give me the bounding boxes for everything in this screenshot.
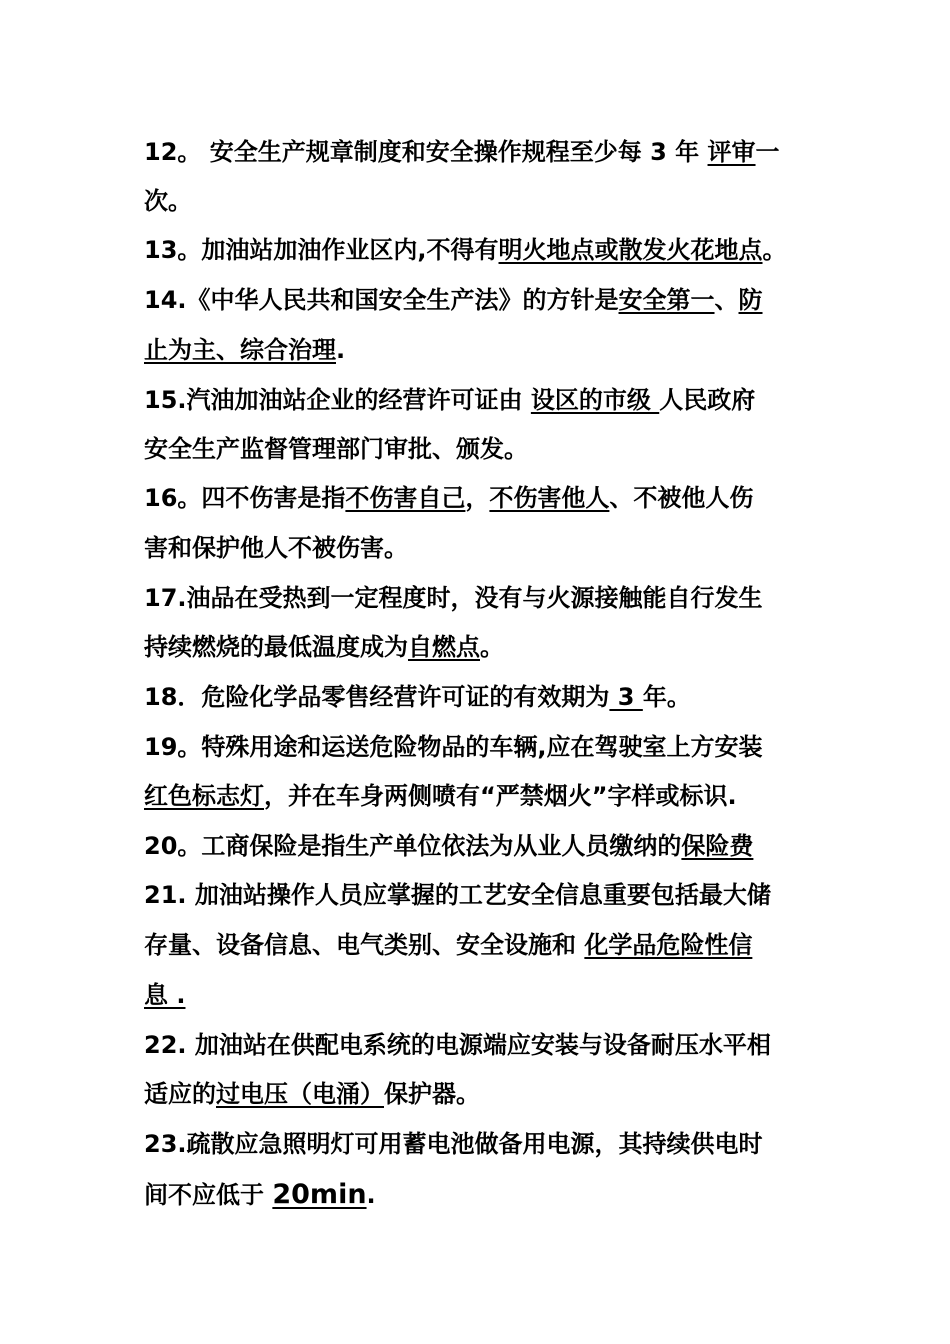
- question-text: 16。四不伤害是指: [144, 484, 346, 512]
- text-line: [144, 432, 528, 466]
- question-text: ，并在车身两侧喷有“严禁烟火”字样或标识.: [264, 782, 737, 810]
- question-text: 适应的: [144, 1080, 216, 1108]
- text-line: [144, 481, 753, 515]
- answer-text: 不伤害自己: [345, 484, 466, 512]
- text-line: [144, 531, 408, 565]
- text-line: [144, 184, 192, 218]
- text-line: [144, 233, 787, 267]
- question-text: 。: [762, 236, 787, 264]
- question-text: .: [336, 336, 346, 364]
- question-text: 14.《中华人民共和国安全生产法》的方针是: [144, 286, 619, 314]
- answer-text: 不伤害他人: [489, 484, 610, 512]
- text-line: [144, 1077, 480, 1111]
- question-text: 22. 加油站在供配电系统的电源端应安装与设备耐压水平相: [144, 1031, 771, 1059]
- answer-text: 红色标志灯: [144, 782, 264, 810]
- text-line: [144, 829, 753, 863]
- text-line: [144, 581, 763, 615]
- question-text: 人民政府: [659, 386, 756, 414]
- answer-text: 防: [738, 286, 763, 314]
- text-line: [144, 779, 737, 813]
- text-line: [144, 1127, 763, 1161]
- answer-text: 自燃点: [408, 633, 480, 661]
- question-text: .: [366, 1181, 376, 1209]
- question-text: 、: [714, 286, 739, 314]
- question-text: 12。 安全生产规章制度和安全操作规程至少每 3 年: [144, 138, 708, 166]
- question-text: 18．危险化学品零售经营许可证的有效期为: [144, 683, 610, 711]
- text-line: [144, 1028, 771, 1062]
- answer-text: 明火地点或散发火花地点: [498, 236, 763, 264]
- question-text: 年。: [642, 683, 691, 711]
- text-line: [144, 928, 752, 962]
- answer-text: 化学品危险性信: [584, 931, 753, 959]
- text-line: [144, 730, 763, 764]
- text-line: [144, 333, 345, 367]
- question-text: 23.疏散应急照明灯可用蓄电池做备用电源，其持续供电时: [144, 1130, 763, 1158]
- text-line: [144, 630, 504, 664]
- text-line: [144, 1178, 376, 1212]
- answer-text: 评审: [707, 138, 756, 166]
- text-line: [144, 680, 691, 714]
- answer-text: 止为主、综合治理: [144, 336, 336, 364]
- text-line: [144, 283, 763, 317]
- question-text: 害和保护他人不被伤害。: [144, 534, 408, 562]
- text-line: [144, 878, 771, 912]
- question-text: 20。工商保险是指生产单位依法为从业人员缴纳的: [144, 832, 682, 860]
- question-text: 、不被他人伤: [609, 484, 754, 512]
- question-text: 19。特殊用途和运送危险物品的车辆,应在驾驶室上方安装: [144, 733, 763, 761]
- question-text: 安全生产监督管理部门审批、颁发。: [144, 435, 528, 463]
- answer-text: 保险费: [681, 832, 754, 860]
- question-text: 13。加油站加油作业区内,不得有: [144, 236, 499, 264]
- question-text: 保护器。: [384, 1080, 480, 1108]
- question-text: 存量、设备信息、电气类别、安全设施和: [144, 931, 585, 959]
- question-text: 持续燃烧的最低温度成为: [144, 633, 408, 661]
- answer-text: 3: [609, 683, 643, 711]
- text-line: [144, 383, 755, 417]
- question-text: 21. 加油站操作人员应掌握的工艺安全信息重要包括最大储: [144, 881, 771, 909]
- question-text: 15.汽油加油站企业的经营许可证由: [144, 386, 531, 414]
- text-line: [144, 135, 780, 169]
- answer-text: 安全第一: [618, 286, 715, 314]
- question-text: 一: [755, 138, 780, 166]
- question-text: 间不应低于: [144, 1181, 273, 1209]
- text-line: [144, 978, 185, 1012]
- question-text: 17.油品在受热到一定程度时，没有与火源接触能自行发生: [144, 584, 763, 612]
- question-text: 次。: [144, 187, 192, 215]
- answer-text: 设区的市级: [530, 386, 660, 414]
- answer-text: 20min: [272, 1179, 367, 1210]
- answer-text: 过电压（电涌）: [216, 1080, 384, 1108]
- question-text: 。: [480, 633, 504, 661]
- answer-text: 息 .: [144, 981, 186, 1009]
- question-text: ，: [465, 484, 490, 512]
